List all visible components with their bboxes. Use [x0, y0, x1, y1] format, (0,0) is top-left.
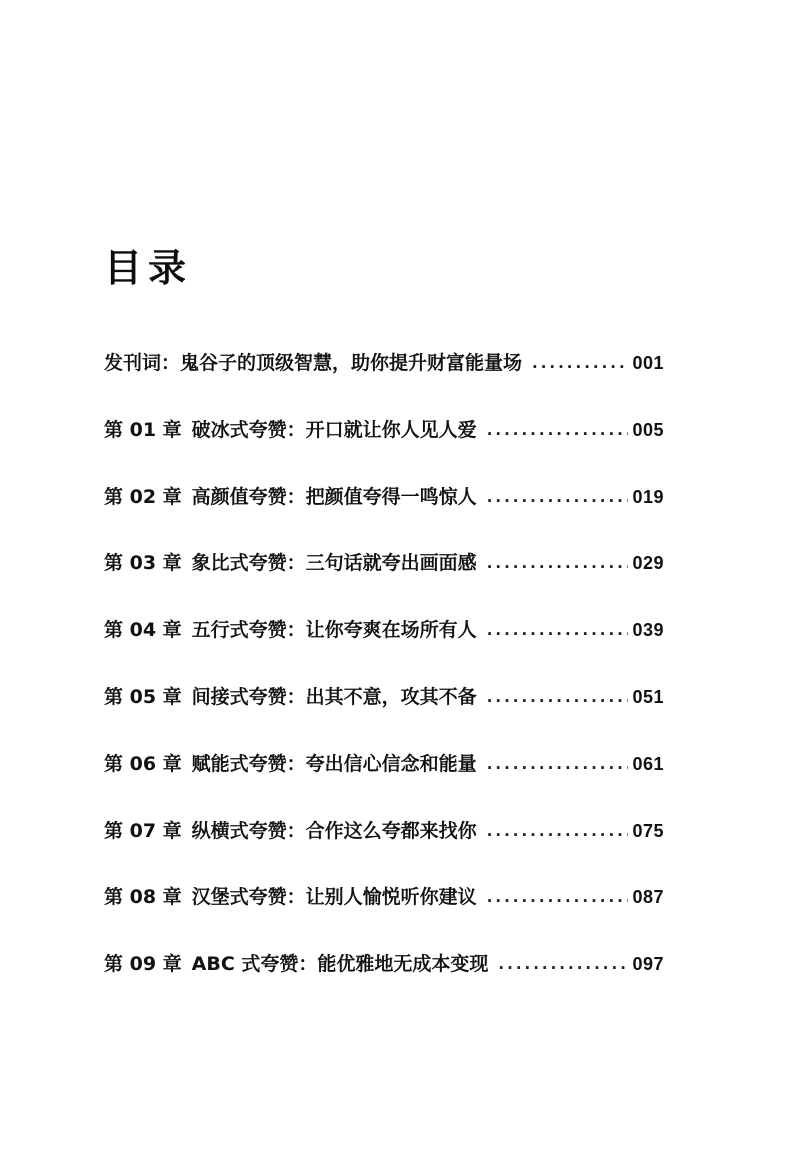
toc-page-number: 005	[632, 419, 664, 440]
toc-chapter-number: 第 08 章	[104, 886, 182, 909]
toc-dot-leader	[487, 684, 629, 710]
table-of-contents	[104, 350, 664, 1018]
toc-chapter-number: 第 02 章	[104, 485, 182, 508]
toc-entry-chapter-08[interactable]	[104, 884, 664, 951]
toc-entry-title: 汉堡式夸赞：让别人愉悦听你建议	[191, 886, 477, 909]
toc-entry-chapter-06[interactable]	[104, 751, 664, 818]
toc-dot-leader	[487, 617, 629, 643]
toc-entry-chapter-01[interactable]	[104, 417, 664, 484]
toc-chapter-number: 第 03 章	[104, 552, 182, 575]
toc-page-number: 075	[632, 820, 664, 841]
toc-page-number: 097	[632, 954, 664, 975]
toc-page-number: 019	[632, 486, 664, 507]
toc-page-number: 087	[632, 887, 664, 908]
toc-entry-chapter-03[interactable]	[104, 550, 664, 617]
toc-entry-title: 发刊词：鬼谷子的顶级智慧，助你提升财富能量场	[104, 352, 523, 374]
toc-chapter-number: 第 09 章	[104, 953, 182, 976]
toc-entry-title: ABC 式夸赞：能优雅地无成本变现	[191, 953, 489, 976]
toc-dot-leader	[487, 550, 629, 576]
toc-dot-leader	[487, 818, 629, 844]
toc-entry-preface[interactable]	[104, 350, 664, 417]
toc-dot-leader	[498, 951, 628, 977]
toc-chapter-number: 第 05 章	[104, 685, 182, 708]
toc-page-number: 029	[632, 553, 664, 574]
toc-dot-leader	[487, 484, 629, 510]
toc-entry-title: 纵横式夸赞：合作这么夸都来找你	[191, 819, 477, 842]
toc-entry-title: 间接式夸赞：出其不意，攻其不备	[191, 685, 477, 708]
toc-entry-title: 五行式夸赞：让你夸爽在场所有人	[191, 619, 477, 642]
toc-entry-title: 高颜值夸赞：把颜值夸得一鸣惊人	[191, 485, 477, 508]
toc-chapter-number: 第 01 章	[104, 418, 182, 441]
toc-page-number: 001	[632, 353, 664, 373]
toc-dot-leader	[487, 751, 629, 777]
toc-entry-title: 象比式夸赞：三句话就夸出画面感	[191, 552, 477, 575]
toc-entry-chapter-09[interactable]	[104, 951, 664, 1018]
toc-entry-chapter-04[interactable]	[104, 617, 664, 684]
toc-entry-title: 破冰式夸赞：开口就让你人见人爱	[191, 418, 477, 441]
toc-page-number: 051	[632, 686, 664, 707]
toc-entry-chapter-02[interactable]	[104, 484, 664, 551]
toc-dot-leader	[532, 350, 628, 376]
toc-page-number: 039	[632, 620, 664, 641]
toc-entry-chapter-05[interactable]	[104, 684, 664, 751]
toc-chapter-number: 第 06 章	[104, 752, 182, 775]
page-title: 目录	[104, 246, 193, 291]
toc-page-number: 061	[632, 753, 664, 774]
toc-dot-leader	[487, 884, 629, 910]
toc-entry-chapter-07[interactable]	[104, 818, 664, 885]
toc-dot-leader	[487, 417, 629, 443]
toc-chapter-number: 第 04 章	[104, 619, 182, 642]
toc-chapter-number: 第 07 章	[104, 819, 182, 842]
toc-entry-title: 赋能式夸赞：夸出信心信念和能量	[191, 752, 477, 775]
